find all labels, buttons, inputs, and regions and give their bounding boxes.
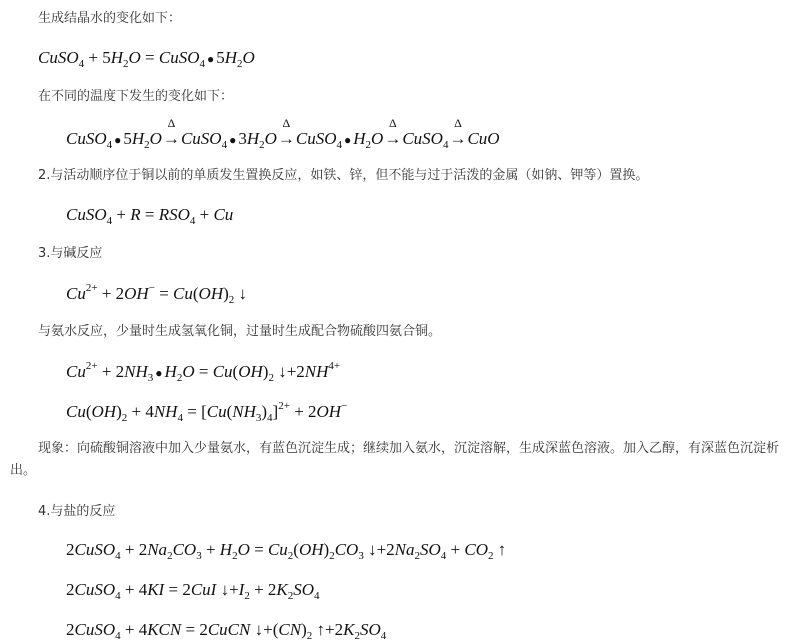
temperature-intro: 在不同的温度下发生的变化如下： [38, 89, 234, 104]
item-4-salt: 4.与盐的反应 [38, 504, 116, 519]
equation-ammonia-1: $Cu^{2+} + 2NH_3$ ● $H_2O = Cu(OH)_2$ $↓+2NH^{4+}$ [66, 360, 341, 384]
hydrate-intro: 生成结晶水的变化如下： [38, 11, 182, 26]
item-3-base: 3.与碱反应 [38, 246, 103, 261]
equation-salt-3: 2CuSO$_4$ + 4KCN = 2CuCN $↓+(CN)_2$ $↑+2K_2SO_4$ [66, 620, 387, 642]
equation-dehydration: CuSO$_4$ ● $5H_2O\to$ Δ CuSO$_4$ ● $3H_2O\to$ Δ CuSO$_4$ ● $H_2O\to$ Δ CuSO$_4$→ Δ CuO [66, 116, 500, 151]
equation-displacement: CuSO$_4$ + $R = RSO_4 + Cu$ [66, 205, 234, 227]
equation-base: $Cu^{2+} + 2OH^- = Cu(OH)_2$ ↓ [66, 282, 248, 306]
equation-hydrate: CuSO$_4$ + $5H_2O$ = CuSO$_4$ ● $5H_2O$ [38, 48, 255, 70]
phenomenon-paragraph: 现象：向硫酸铜溶液中加入少量氨水，有蓝色沉淀生成；继续加入氨水，沉淀溶解，生成深蓝色溶液。加入乙醇，有深蓝色沉淀析出。 [10, 441, 780, 478]
equation-ammonia-2: $Cu(OH)_2 + 4NH_4 = [Cu(NH_3)_4]^{2+} + 2OH^-$ [66, 400, 348, 424]
ammonia-intro: 与氨水反应，少量时生成氢氧化铜，过量时生成配合物硫酸四氨合铜。 [38, 324, 442, 339]
item-2-displacement: 2.与活动顺序位于铜以前的单质发生置换反应，如铁、锌，但不能与过于活泼的金属（如钠、钾等）置换。 [38, 168, 649, 183]
equation-salt-1: 2CuSO$_4$ + $2Na_2CO_3 + H_2O = Cu_2(OH)_2CO_3$ $↓+2Na_2SO_4 + CO_2$ ↑ [66, 540, 507, 562]
equation-salt-2: 2CuSO$_4$ + 4KI = 2CuI $↓+I_2 + 2K_2SO_4$ [66, 580, 320, 602]
